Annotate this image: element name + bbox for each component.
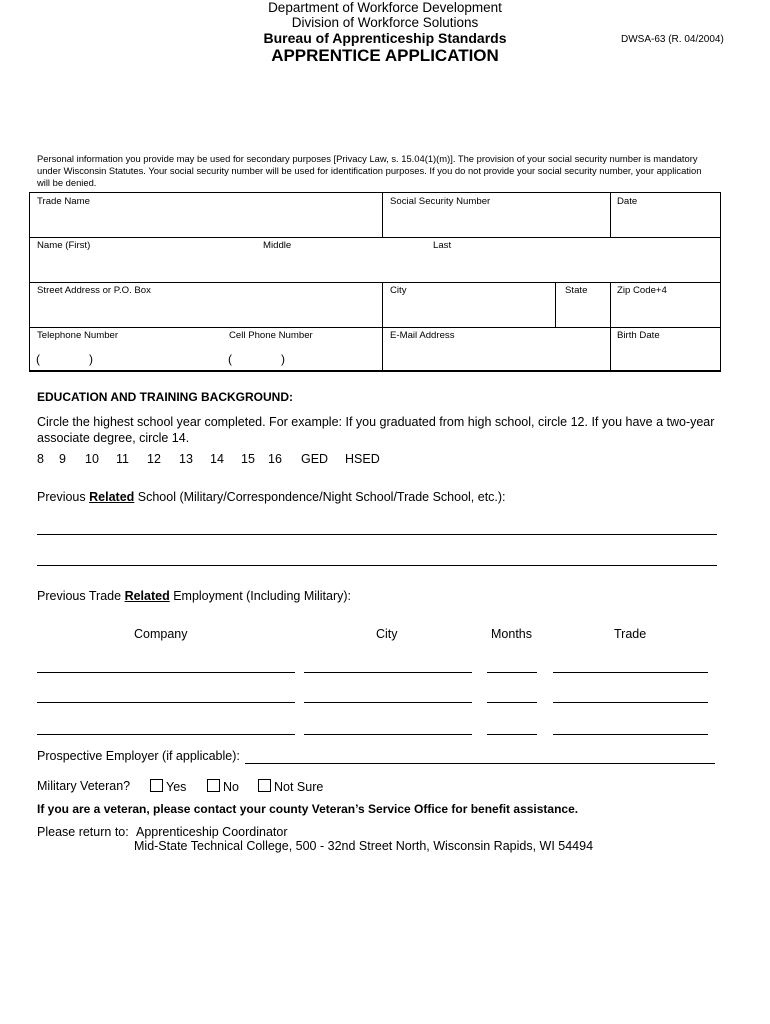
company-line[interactable]: [37, 702, 295, 703]
education-section-title: EDUCATION AND TRAINING BACKGROUND:: [37, 390, 293, 404]
cell-phone-label: Cell Phone Number: [229, 330, 313, 341]
trade-column-header: Trade: [614, 627, 647, 641]
ssn-label: Social Security Number: [390, 196, 491, 207]
trade-name-label: Trade Name: [37, 196, 90, 207]
checkbox-icon[interactable]: [150, 779, 163, 792]
months-column-header: Months: [491, 627, 532, 641]
veteran-no-option[interactable]: [207, 779, 239, 794]
veteran-no-label: No: [223, 780, 239, 794]
personal-info-grid: [29, 192, 721, 372]
checkbox-icon[interactable]: [258, 779, 271, 792]
veteran-note: If you are a veteran, please contact your county Veteran’s Service Office for benefit assistance.: [37, 802, 579, 816]
year-option[interactable]: HSED: [345, 452, 380, 466]
trade-line[interactable]: [553, 734, 708, 735]
birth-date-label: Birth Date: [617, 330, 660, 341]
checkbox-icon[interactable]: [207, 779, 220, 792]
veteran-not-sure-label: Not Sure: [274, 780, 324, 794]
company-line[interactable]: [37, 672, 295, 673]
return-line1: Apprenticeship Coordinator: [136, 825, 288, 839]
date-label: Date: [617, 196, 638, 207]
grid-divider: [30, 327, 720, 328]
department-heading: Department of Workforce Development: [268, 0, 502, 15]
privacy-notice: Personal information you provide may be used for secondary purposes [Privacy Law, s. 15.04(1)(m)]. The provision of your social security number is mandatory under Wisconsin Statutes. Your social security number will be used for identification purposes. If you do not provide your social security number, your application will be denied.: [37, 153, 702, 188]
telephone-label: Telephone Number: [37, 330, 119, 341]
year-option[interactable]: 11: [116, 452, 129, 466]
veteran-not-sure-option[interactable]: [258, 779, 323, 794]
prospective-employer-line[interactable]: [245, 763, 715, 764]
middle-name-label: Middle: [263, 240, 292, 251]
street-label: Street Address or P.O. Box: [37, 285, 151, 296]
months-line[interactable]: [487, 672, 537, 673]
year-option[interactable]: 15: [241, 452, 255, 466]
city-line[interactable]: [304, 672, 472, 673]
previous-school-label: [37, 490, 506, 504]
year-option[interactable]: 12: [147, 452, 161, 466]
company-line[interactable]: [37, 734, 295, 735]
year-option[interactable]: 14: [210, 452, 224, 466]
previous-school-prefix: Previous: [37, 490, 86, 504]
year-option[interactable]: 8: [37, 452, 44, 466]
city-line[interactable]: [304, 734, 472, 735]
first-name-label: Name (First): [37, 240, 91, 251]
prospective-employer-label: Prospective Employer (if applicable):: [37, 749, 240, 763]
grid-divider: [610, 282, 611, 372]
telephone-area-close: ): [89, 352, 93, 366]
trade-line[interactable]: [553, 702, 708, 703]
veteran-yes-label: Yes: [166, 780, 187, 794]
form-code: DWSA-63 (R. 04/2004): [621, 34, 724, 45]
cell-area-close: ): [281, 352, 285, 366]
education-instructions: Circle the highest school year completed. For example: If you graduated from high school, circle 12. If you have a two-year associate degree, circle 14.: [37, 415, 715, 445]
telephone-area-open: (: [36, 352, 40, 366]
grid-divider: [610, 193, 611, 237]
months-line[interactable]: [487, 734, 537, 735]
city-column-header: City: [376, 627, 398, 641]
grid-divider: [382, 282, 383, 372]
related-emphasis: Related: [89, 490, 135, 504]
previous-employment-label: [37, 589, 351, 603]
zip-label: Zip Code+4: [617, 285, 667, 296]
city-line[interactable]: [304, 702, 472, 703]
last-name-label: Last: [433, 240, 452, 251]
grid-divider: [382, 193, 383, 237]
grid-divider: [30, 237, 720, 238]
previous-school-line[interactable]: [37, 565, 717, 566]
trade-line[interactable]: [553, 672, 708, 673]
return-line2: Mid-State Technical College, 500 - 32nd Street North, Wisconsin Rapids, WI 54494: [134, 839, 594, 853]
previous-employment-prefix: Previous Trade: [37, 589, 122, 603]
year-option[interactable]: 13: [179, 452, 193, 466]
return-label: Please return to:: [37, 825, 129, 839]
previous-employment-suffix: Employment (Including Military):: [173, 589, 352, 603]
email-label: E-Mail Address: [390, 330, 455, 341]
year-option[interactable]: 9: [59, 452, 66, 466]
previous-school-line[interactable]: [37, 534, 717, 535]
division-heading: Division of Workforce Solutions: [291, 15, 479, 30]
cell-area-open: (: [228, 352, 232, 366]
year-option[interactable]: 16: [268, 452, 282, 466]
year-option[interactable]: GED: [301, 452, 329, 466]
grid-divider: [30, 282, 720, 283]
year-option[interactable]: 10: [85, 452, 99, 466]
state-label: State: [565, 285, 588, 296]
grid-divider: [555, 282, 556, 327]
bureau-heading: Bureau of Apprenticeship Standards: [263, 30, 507, 46]
city-label: City: [390, 285, 407, 296]
months-line[interactable]: [487, 702, 537, 703]
related-emphasis: Related: [124, 589, 170, 603]
company-column-header: Company: [134, 627, 188, 641]
page-title: APPRENTICE APPLICATION: [271, 46, 499, 65]
previous-school-suffix: School (Military/Correspondence/Night School/Trade School, etc.):: [137, 490, 506, 504]
veteran-yes-option[interactable]: [150, 779, 186, 794]
veteran-question: Military Veteran?: [37, 779, 131, 793]
